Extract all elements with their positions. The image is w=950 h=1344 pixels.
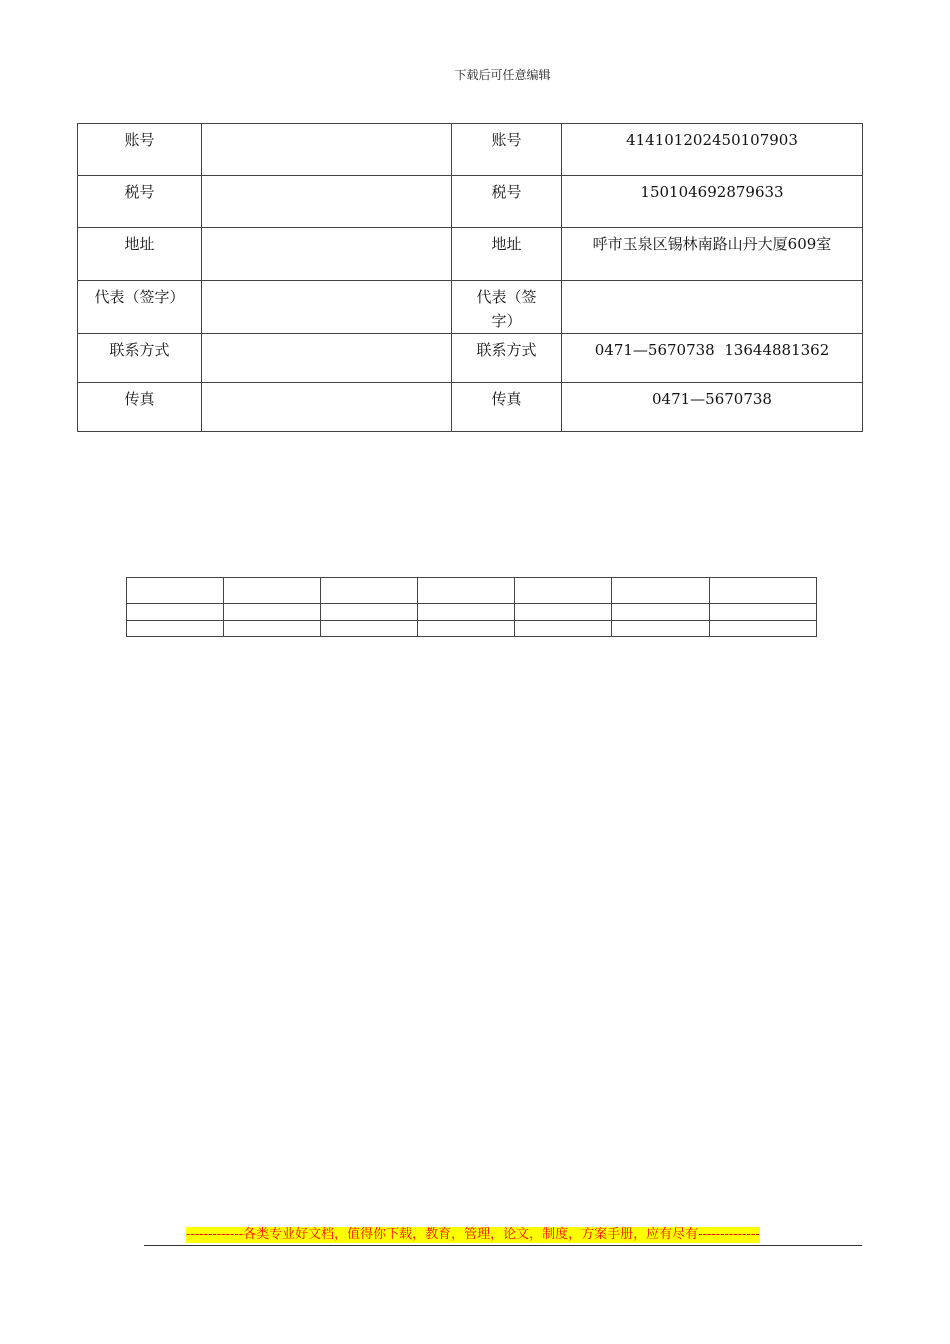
left-label-account: 账号 (78, 124, 202, 176)
right-label-representative: 代表（签字） (452, 281, 562, 334)
left-value-fax (202, 383, 452, 432)
table-row (127, 578, 817, 604)
blank-grid-table (126, 577, 817, 637)
party-info-table (77, 123, 863, 432)
right-value-representative (562, 281, 863, 334)
left-value-tax-id (202, 176, 452, 228)
blank-cell (612, 621, 710, 637)
table-row (78, 383, 863, 432)
footer-banner: -------------各类专业好文档，值得你下载，教育，管理，论文，制度，方案手册，应有尽有-------------- (186, 1227, 760, 1242)
right-value-account: 414101202450107903 (562, 124, 863, 176)
blank-cell (710, 578, 817, 604)
left-label-address: 地址 (78, 228, 202, 281)
blank-cell (515, 578, 612, 604)
table-row (78, 281, 863, 334)
left-value-representative (202, 281, 452, 334)
right-value-contact: 0471—5670738 13644881362 (562, 334, 863, 383)
table-row (127, 621, 817, 637)
blank-cell (515, 604, 612, 621)
left-value-contact (202, 334, 452, 383)
right-label-fax: 传真 (452, 383, 562, 432)
blank-cell (127, 604, 224, 621)
footer-divider (144, 1245, 862, 1246)
right-label-account: 账号 (452, 124, 562, 176)
blank-cell (224, 578, 321, 604)
blank-cell (418, 604, 515, 621)
blank-cell (321, 578, 418, 604)
blank-cell (612, 604, 710, 621)
blank-cell (224, 621, 321, 637)
left-label-tax-id: 税号 (78, 176, 202, 228)
blank-cell (515, 621, 612, 637)
right-value-tax-id: 150104692879633 (562, 176, 863, 228)
left-label-representative: 代表（签字） (78, 281, 202, 334)
right-value-address: 呼市玉泉区锡林南路山丹大厦609室 (562, 228, 863, 281)
table-row (78, 228, 863, 281)
blank-cell (127, 621, 224, 637)
table-row (78, 124, 863, 176)
left-value-address (202, 228, 452, 281)
blank-cell (224, 604, 321, 621)
right-value-fax: 0471—5670738 (562, 383, 863, 432)
right-label-address: 地址 (452, 228, 562, 281)
right-label-contact: 联系方式 (452, 334, 562, 383)
blank-cell (321, 621, 418, 637)
blank-cell (612, 578, 710, 604)
blank-cell (321, 604, 418, 621)
left-value-account (202, 124, 452, 176)
right-label-tax-id: 税号 (452, 176, 562, 228)
page-header-text: 下载后可任意编辑 (454, 68, 551, 82)
blank-cell (418, 621, 515, 637)
table-row (127, 604, 817, 621)
blank-cell (710, 604, 817, 621)
blank-cell (418, 578, 515, 604)
blank-cell (127, 578, 224, 604)
left-label-fax: 传真 (78, 383, 202, 432)
table-row (78, 334, 863, 383)
table-row (78, 176, 863, 228)
blank-cell (710, 621, 817, 637)
left-label-contact: 联系方式 (78, 334, 202, 383)
